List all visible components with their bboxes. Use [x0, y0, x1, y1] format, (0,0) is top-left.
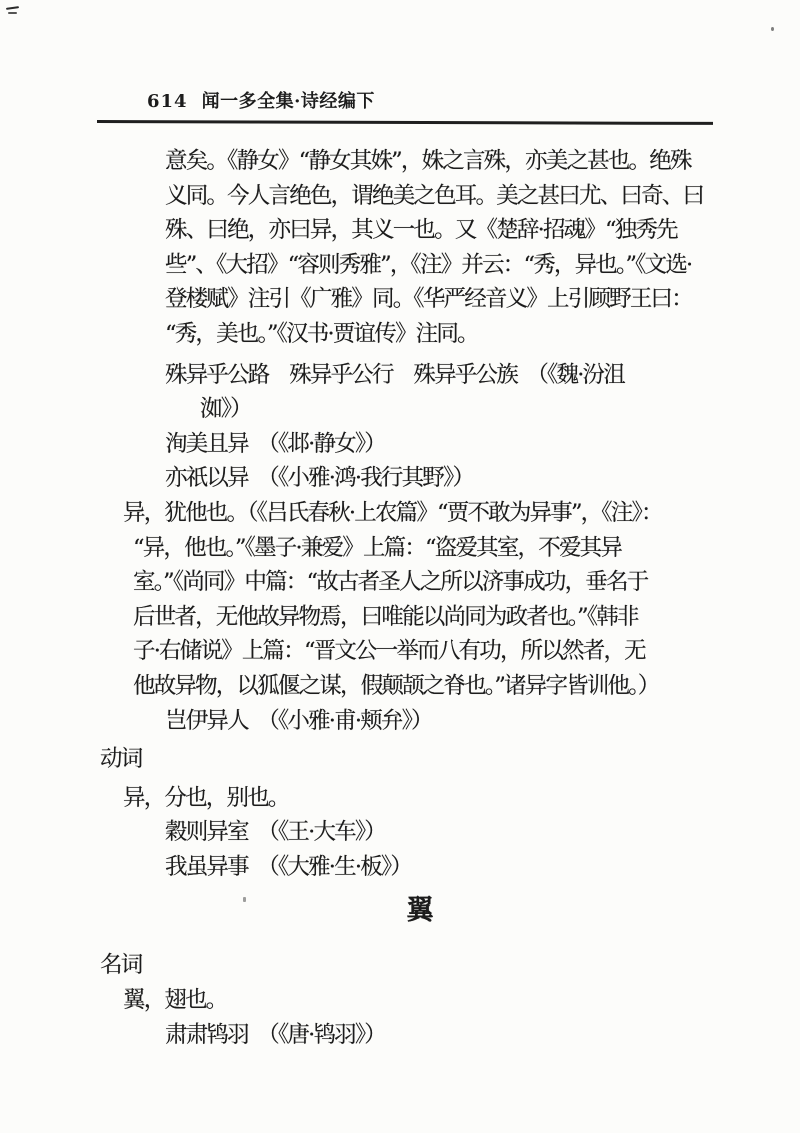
- definition-line: 翼，翅也。: [123, 987, 227, 1014]
- scan-speck: [771, 27, 774, 31]
- running-title: 闻一多全集·诗经编下: [201, 91, 375, 112]
- definition-continuation: 室。”《尚同》中篇：“故古者圣人之所以济事成功，垂名于: [133, 569, 648, 596]
- verse-citation-line: 殊异乎公路 殊异乎公行 殊异乎公族 （《魏·汾沮: [165, 361, 624, 388]
- definition-continuation: 子·右储说》上篇：“晋文公一举而八有功，所以然者，无: [133, 638, 645, 665]
- verse-citation-line: 亦祇以异 （《小雅·鸿·我行其野》）: [165, 465, 474, 492]
- part-of-speech-heading-noun: 名词: [100, 952, 142, 979]
- verse-citation-line: 我虽异事 （《大雅·生·板》）: [165, 853, 412, 880]
- verse-citation-line: 肃肃鸨羽 （《唐·鸨羽》）: [165, 1021, 386, 1048]
- definition-continuation: “异，他也。”《墨子·兼爱》上篇：“盗爱其室，不爱其异: [133, 534, 622, 561]
- verse-citation-line: 穀则异室 （《王·大车》）: [165, 819, 386, 846]
- page-header: [147, 90, 375, 114]
- definition-line: 异，犹他也。（《吕氏春秋·上农篇》“贾不敢为异事”，《注》：: [123, 499, 662, 526]
- entry-character-heading: 翼: [406, 895, 434, 927]
- commentary-line: 义同。今人言绝色，谓绝美之色耳。美之甚曰尤、曰奇、曰: [165, 182, 704, 209]
- scan-speck: [8, 12, 17, 14]
- definition-continuation: 后世者，无他故异物焉，曰唯能以尚同为政者也。”《韩非: [133, 603, 638, 630]
- definition-line: 异，分也，别也。: [123, 784, 289, 811]
- commentary-line: 殊、曰绝，亦曰异，其义一也。又《楚辞·招魂》“独秀先: [165, 217, 677, 244]
- commentary-line: 登楼赋》注引《广雅》同。《华严经音义》上引顾野王曰：: [165, 286, 692, 313]
- header-rule: [97, 120, 713, 125]
- commentary-line: 意矣。《静女》“静女其姝”，姝之言殊，亦美之甚也。绝殊: [165, 148, 691, 174]
- commentary-line: 些”、《大招》“容则秀雅”，《注》并云：“秀，异也。”《文选·: [165, 251, 692, 278]
- commentary-line: “秀，美也。”《汉书·贾谊传》注同。: [165, 320, 478, 347]
- part-of-speech-heading-verb: 动词: [100, 746, 142, 773]
- verse-citation-continuation: 洳》）: [200, 396, 251, 423]
- verse-citation-line: 洵美且异 （《邶·静女》）: [165, 430, 386, 457]
- entry-body: [100, 144, 740, 1052]
- definition-continuation: 他故异物，以狐偃之谋，假颠颉之脊也。”诸异字皆训他。）: [133, 672, 659, 699]
- scan-speck: [6, 6, 19, 10]
- verse-citation-line: 岂伊异人 （《小雅·甫·颊弁》）: [165, 707, 432, 734]
- page-number: 614: [147, 91, 188, 112]
